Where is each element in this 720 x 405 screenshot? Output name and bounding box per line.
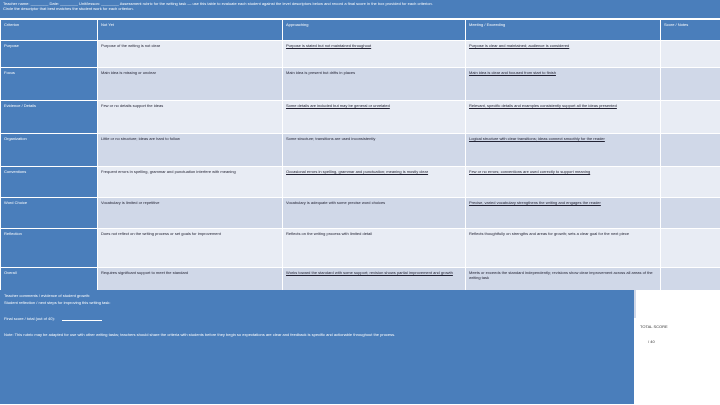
descriptor-cell[interactable] — [466, 167, 660, 197]
score-cell[interactable] — [661, 167, 720, 197]
descriptor-text: Does not reflect on the writing process or set goals for improvement — [101, 231, 221, 236]
descriptor-cell[interactable] — [283, 167, 465, 197]
score-cell[interactable] — [661, 198, 720, 228]
row-criterion-label: Word Choice — [1, 198, 97, 228]
descriptor-cell[interactable] — [283, 101, 465, 133]
instructions-line-1: Teacher name: ________ Date: ________ Unit/lesson: ________ Assessment rubric for the writing task — use this table to evaluate each student against the level descriptors below and record a final score in the box provided for each criterion. — [3, 1, 433, 6]
table-row — [1, 229, 720, 267]
descriptor-text: Main idea is present but drifts in places — [286, 70, 356, 75]
descriptor-text: Purpose is clear and maintained; audience is considered — [469, 43, 570, 48]
score-cell[interactable] — [661, 229, 720, 267]
descriptor-text: Requires significant support to meet the standard — [101, 270, 189, 275]
descriptor-text: Logical structure with clear transitions; ideas connect smoothly for the reader — [469, 136, 605, 141]
instructions-line-2: Circle the descriptor that best matches the student work for each criterion. — [3, 6, 134, 11]
descriptor-cell[interactable] — [98, 167, 282, 197]
descriptor-cell[interactable] — [466, 41, 660, 67]
table-row — [1, 167, 720, 197]
row-criterion-label: Evidence / Details — [1, 101, 97, 133]
score-cell[interactable] — [661, 68, 720, 100]
descriptor-cell[interactable] — [98, 68, 282, 100]
descriptor-text: Purpose of the writing is not clear — [101, 43, 161, 48]
descriptor-text: Occasional errors in spelling, grammar and punctuation; meaning is mostly clear — [286, 169, 429, 174]
descriptor-text: Vocabulary is limited or repetitive — [101, 200, 160, 205]
descriptor-cell[interactable] — [283, 198, 465, 228]
column-header: Approaching — [283, 20, 465, 40]
row-criterion-label: Conventions — [1, 167, 97, 197]
descriptor-cell[interactable] — [283, 134, 465, 166]
descriptor-text: Works toward the standard with some support; revision shows partial improvement and growth — [286, 270, 453, 275]
table-row — [1, 198, 720, 228]
descriptor-text: Few or no errors; conventions are used correctly to support meaning — [469, 169, 591, 174]
descriptor-text: Vocabulary is adequate with some precise word choices — [286, 200, 386, 205]
descriptor-text: Reflects on the writing process with limited detail — [286, 231, 373, 236]
row-criterion-label: Overall — [1, 268, 97, 318]
descriptor-cell[interactable] — [466, 101, 660, 133]
table-row — [1, 101, 720, 133]
footer-note: Note: This rubric may be adapted for use with other writing tasks; teachers should share the criteria with students before they begin so expectations are clear and feedback is specific and actionable throughout the process. — [4, 332, 396, 337]
footer-total-label: Final score / total (out of 40): — [4, 316, 55, 321]
descriptor-text: Meets or exceeds the standard independently; revisions show clear improvement across all areas of the writing task — [469, 270, 653, 280]
score-cell[interactable] — [661, 101, 720, 133]
descriptor-text: Precise, varied vocabulary strengthens the writing and engages the reader — [469, 200, 601, 205]
descriptor-text: Main idea is clear and focused from start to finish — [469, 70, 556, 75]
row-criterion-label: Organization — [1, 134, 97, 166]
descriptor-text: Main idea is missing or unclear — [101, 70, 156, 75]
column-header: Score / Notes — [661, 20, 720, 40]
score-sidebar — [636, 290, 720, 404]
total-blank-line[interactable] — [62, 320, 102, 321]
descriptor-cell[interactable] — [283, 41, 465, 67]
descriptor-cell[interactable] — [98, 229, 282, 267]
descriptor-cell[interactable] — [466, 198, 660, 228]
descriptor-cell[interactable] — [466, 229, 660, 267]
descriptor-text: Purpose is stated but not maintained throughout — [286, 43, 372, 48]
column-header: Meeting / Exceeding — [466, 20, 660, 40]
descriptor-text: Reflects thoughtfully on strengths and areas for growth; sets a clear goal for the next piece — [469, 231, 630, 236]
descriptor-text: Some structure; transitions are used inconsistently — [286, 136, 376, 141]
total-score-denominator: / 40 — [648, 339, 655, 344]
score-cell[interactable] — [661, 41, 720, 67]
descriptor-cell[interactable] — [466, 68, 660, 100]
footer-reflection-label: Student reflection / next steps for improving this writing task: — [4, 300, 111, 305]
descriptor-text: Some details are included but may be general or unrelated — [286, 103, 390, 108]
score-cell[interactable] — [661, 134, 720, 166]
column-header: Not Yet — [98, 20, 282, 40]
instructions-header — [0, 0, 720, 18]
row-criterion-label: Purpose — [1, 41, 97, 67]
descriptor-cell[interactable] — [98, 198, 282, 228]
descriptor-cell[interactable] — [98, 101, 282, 133]
descriptor-text: Little or no structure; ideas are hard to follow — [101, 136, 180, 141]
comments-footer — [0, 290, 634, 404]
descriptor-cell[interactable] — [98, 134, 282, 166]
row-criterion-label: Reflection — [1, 229, 97, 267]
descriptor-cell[interactable] — [466, 134, 660, 166]
descriptor-cell[interactable] — [283, 229, 465, 267]
descriptor-cell[interactable] — [98, 41, 282, 67]
table-header-row — [1, 20, 720, 40]
descriptor-text: Frequent errors in spelling, grammar and punctuation interfere with meaning — [101, 169, 236, 174]
column-header: Criterion — [1, 20, 97, 40]
descriptor-text: Relevant, specific details and examples consistently support all the ideas presented — [469, 103, 617, 108]
footer-comments-label: Teacher comments / evidence of student growth: — [4, 293, 91, 298]
table-row — [1, 41, 720, 67]
table-row — [1, 134, 720, 166]
descriptor-text: Few or no details support the ideas — [101, 103, 164, 108]
rubric-table — [0, 19, 720, 319]
total-score-label: TOTAL SCORE — [640, 324, 668, 329]
row-criterion-label: Focus — [1, 68, 97, 100]
table-row — [1, 68, 720, 100]
descriptor-cell[interactable] — [283, 68, 465, 100]
footer-total-row — [4, 316, 630, 321]
